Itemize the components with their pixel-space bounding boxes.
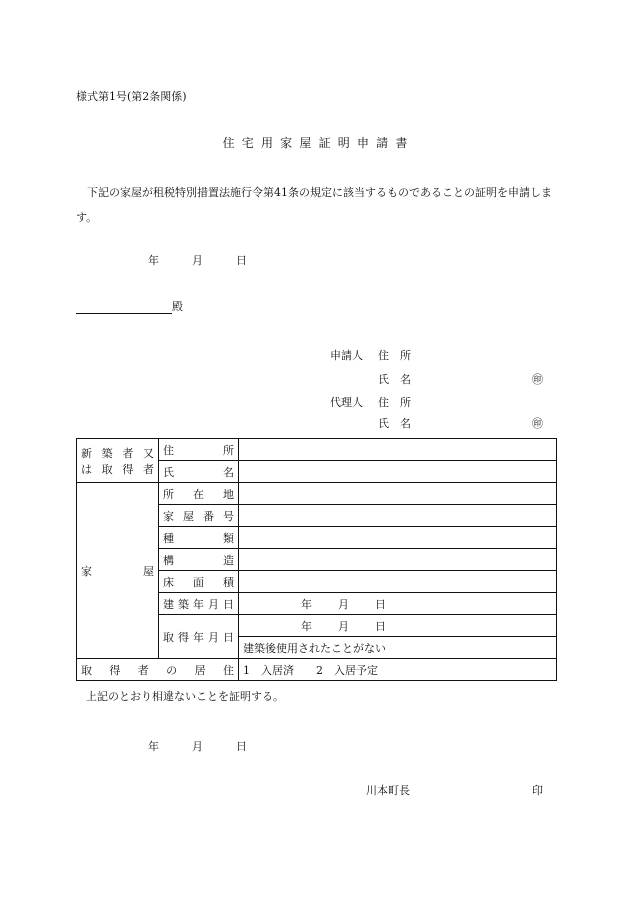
addressee [76,298,183,314]
house-structure-label: 構 造 [159,549,239,571]
house-structure-field[interactable] [239,549,557,571]
built-date-label: 建 築 年 月 日 [159,593,239,615]
buyer-name-label: 氏 名 [159,461,239,483]
buyer-address-field[interactable] [239,439,557,461]
house-number-label: 家 屋 番 号 [159,505,239,527]
agent-address-label: 住 所 [378,396,411,409]
certification-date [148,738,247,754]
applicant-name-label: 氏 名 [378,373,411,386]
residence-options[interactable]: 1 入居済 2 入居予定 [239,659,557,681]
house-number-field[interactable] [239,505,557,527]
mayor-title: 川本町長 [366,784,410,797]
applicant-address-label: 住 所 [378,349,411,362]
house-location-label: 所 在 地 [159,483,239,505]
certificate-table [76,438,557,681]
intro-text: 下記の家屋が租税特別措置法施行令第41条の規定に該当するものであることの証明を申請します。 [76,186,552,224]
certify-text: 上記のとおり相違ないことを証明する。 [86,690,284,703]
house-type-field[interactable] [239,527,557,549]
buyer-header-cell [77,439,159,483]
house-header-cell: 家 屋 [77,483,159,659]
buyer-address-label: 住 所 [159,439,239,461]
residence-label: 取 得 者 の 居 住 [77,659,239,681]
form-number: 様式第1号(第2条関係) [76,90,187,103]
floor-area-label: 床 面 積 [159,571,239,593]
addressee-suffix: 殿 [172,300,183,313]
buyer-name-field[interactable] [239,461,557,483]
agent-seal-icon: ㊞ [532,417,543,430]
year-label: 年 [148,740,159,753]
buyer-header-line2: は 取 得 者 [81,462,154,476]
month-label: 月 [192,740,203,753]
built-date-field[interactable]: 年 月 日 [239,593,557,615]
agent-name-label: 氏 名 [378,417,411,430]
application-date [148,252,247,268]
addressee-blank-line [76,301,172,314]
day-label: 日 [236,740,247,753]
house-type-label: 種 類 [159,527,239,549]
document-title: 住宅用家屋証明申請書 [222,136,415,150]
month-label: 月 [192,254,203,267]
day-label: 日 [236,254,247,267]
acquired-date-label: 取 得 年 月 日 [159,615,239,659]
acquired-date-field[interactable]: 年 月 日 [239,615,557,637]
table-row [77,659,557,681]
floor-area-field[interactable] [239,571,557,593]
official-seal-icon: 印 [532,784,543,797]
applicant-seal-icon: ㊞ [532,373,543,386]
unused-note: 建築後使用されたことがない [239,637,557,659]
buyer-header-line1: 新 築 者 又 [81,446,154,460]
year-label: 年 [148,254,159,267]
agent-label: 代理人 [330,396,363,409]
house-location-field[interactable] [239,483,557,505]
applicant-label: 申請人 [330,349,363,362]
table-row [77,439,557,461]
table-row [77,483,557,505]
